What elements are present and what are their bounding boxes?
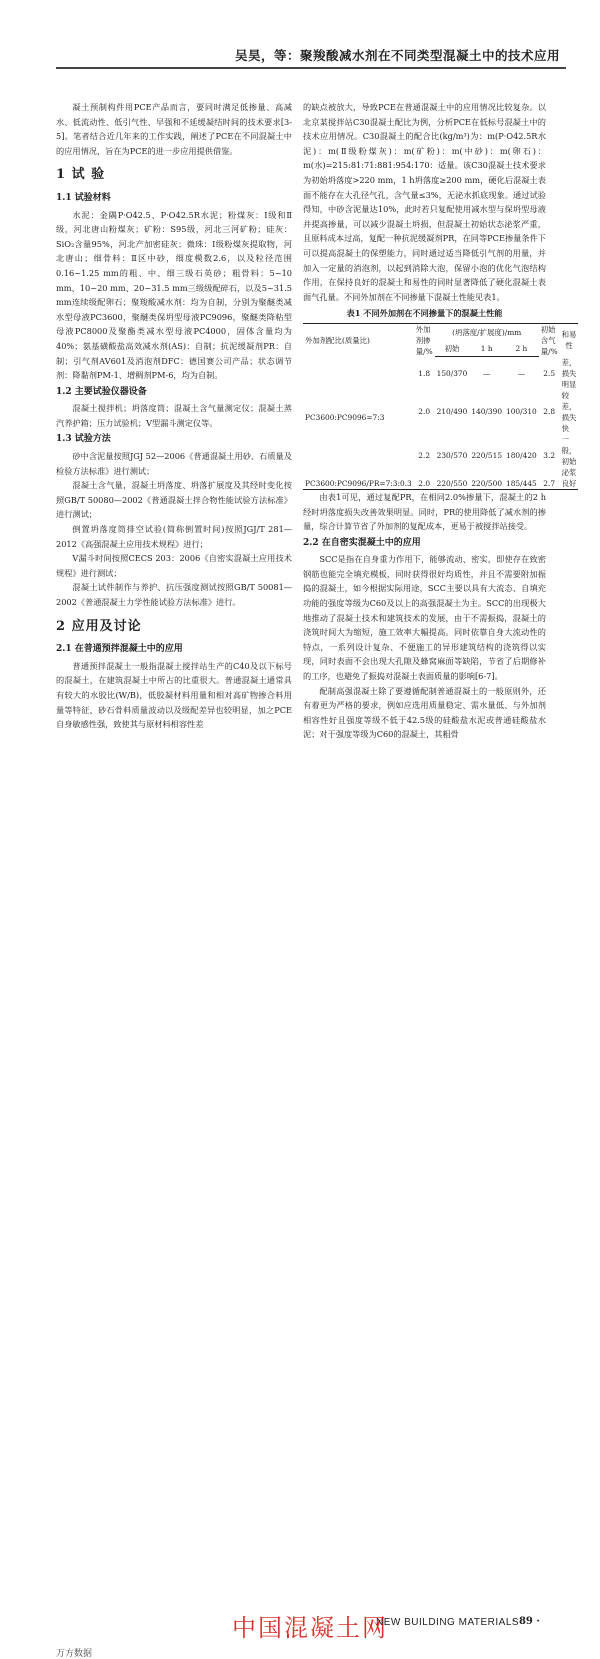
table-header-air: 初始含气量/% [540,324,558,356]
table-cell-air: 2.7 [539,478,560,490]
running-title: 吴昊，等：聚羧酸减水剂在不同类型混凝土中的技术应用 [234,48,560,63]
header-rule [56,67,566,69]
table-cell-1h: 140/390 [471,407,503,417]
page-number: · 89 · [512,1616,540,1627]
table-header-dosage: 外加剂掺量/% [415,324,433,356]
subsection-1-2-title: 1.2 主要试验仪器设备 [56,386,147,397]
table-cell-air: 2.5 [543,368,556,378]
subsection-2-1-title: 2.1 在普通预拌混凝土中的应用 [56,644,183,655]
table-cell-dosage: 2.0 [418,407,431,417]
method-paragraph-e: 混凝土试件制作与养护、抗压强度测试按照GB/T 50081—2002《普通混凝土力学性能试验方法标准》进行。 [56,582,292,607]
table-cell-initial: 220/550 [436,478,468,488]
method-paragraph-c: 倒置坍落度筒排空试验(简称倒置时间)按照JGJ/T 281—2012《高强混凝土应用技术规程》进行； [56,524,292,549]
table-cell-initial: 210/490 [436,407,468,417]
subsection-2-2-title: 2.2 在自密实混凝土中的应用 [303,537,421,548]
table-cell-dosage: 1.8 [418,368,431,378]
table-header-initial: 初始 [435,340,470,357]
ready-mix-paragraph: 普通预拌混凝土一般指混凝土搅拌站生产的C40及以下标号的混凝土，在建筑混凝土中所占的比重很大。普通混凝土通常具有较大的水胶比(W/B)，低胶凝材料用量和相对高矿物掺合料用量等特征，砂石骨料质量波动以及级配差异也较明显，加之PCE自身敏感性强，致使其与原材料相容性差 [56,660,292,730]
table-cell-2h: 100/310 [506,407,537,417]
table-1 [303,323,578,490]
table-cell-air: 2.8 [543,407,556,417]
section-1-title: 1 试 验 [56,167,106,183]
table-cell-2h: 180/420 [506,451,537,461]
table-cell-initial: 230/570 [436,451,468,461]
table-cell-dosage: 2.0 [414,478,435,490]
materials-paragraph: 水泥：金隅P·O42.5、P·O42.5R水泥；粉煤灰：Ⅰ级和Ⅱ级，河北唐山粉煤灰；矿粉：S95级，河北三河矿粉；硅灰：SiO₂含量95%，河北产加密硅灰；微珠：Ⅰ级粉煤灰提取物，河北唐山；细骨料：Ⅱ区中砂，细度模数2.6，以及粒径范围0.16~1.25 mm的粗、中、细三级石英砂；粗骨料：5~10 mm、10~20 mm、20~31.5 mm三级级配碎石，以及5~31.5 mm连续级配卵石；聚羧酸减水剂：均为自制，分别为聚醚类减水型母液PC3600，聚醚类保坍型母液PC9096，聚醚类降粘型母液PC8000及聚酯类减水型母液PC4000，固体含量均为40%；氨基磺酸盐高效减水剂(AS)：自制；抗泥缓凝剂PR：自制；引气剂AV601及消泡剂DFC：德国赛公司产品；状态调节剂：降黏剂PM-1、增稠剂PM-6，均为自制。 [56,209,292,381]
continued-paragraph: 的缺点被放大，导致PCE在普通混凝土中的应用情况比较复杂。以北京某搅拌站C30混凝土配比为例，分析PCE在低标号混凝土中的技术应用情况。C30混凝土的配合比(kg/m³)为：m(P·O42.5R水泥)：m(Ⅱ级粉煤灰)：m(矿粉)：m(中砂)：m(卵石)：m(水)=215:81:71:881:954:170：适量。该C30混凝土技术要求为初始坍落度>220 mm，1 h坍落度≥200 mm，硬化后混凝土表面不能存在大孔径气孔，含气量≤3%，无泌水抓底现象。通过试验得知，中砂含泥量达10%，此时若只复配使用减水型与保坍型母液并提高掺量，可以减少混凝土坍损，但混凝土初始状态泌浆严重，且原料成本过高，复配一种抗泥缓凝剂PR，在同等PCE掺量条件下可以提高混凝土的保塑能力，同时通过适当降低引气剂的用量，并加入一定量的消泡剂，以起到消除大泡，保留小泡的优化气泡结构作用，在保持良好的混凝土和易性的同时显著降低了硬化混凝土表面气孔量。不同外加剂在不同掺量下混凝土性能见表1。 [303,102,546,302]
table-header-2h: 2 h [504,340,539,357]
table-discussion-paragraph: 由表1可见，通过复配PR，在相同2.0%掺量下，混凝土的2 h经时坍落度损失改善效果明显。同时，PR的使用降低了减水剂的掺量，综合计算节省了外加剂的复配成本，更易于被搅拌站接受。 [303,491,546,532]
database-source: 万方数据 [56,1649,93,1659]
page-header [0,0,600,74]
table-cell-agent: PC3600:PC9096/PR=7:3:0.3 [305,478,412,488]
table-row [303,357,578,390]
scc-paragraph-b: 配制高强混凝土除了要遵循配制普通混凝土的一般原则外，还有着更为严格的要求，例如应选用质量稳定、需水量低、与外加剂相容性好且强度等级不低于42.5级的硅酸盐水泥或普通硅酸盐水泥；对于强度等级为C60的混凝土，其粗骨 [303,685,546,740]
table-header-1h: 1 h [469,340,504,357]
method-paragraph-b: 混凝土含气量，混凝土坍落度、坍落扩展度及其经时变化按照GB/T 50080—2002《普通混凝土拌合物性能试验方法标准》进行测试； [56,480,292,520]
right-column [303,100,577,742]
method-paragraph-d: V漏斗时间按照CECS 203：2006《自密实混凝土应用技术规程》进行测试； [56,553,292,578]
subsection-1-3-title: 1.3 试验方法 [56,434,111,445]
table-cell-2h: 185/445 [506,478,537,488]
subsection-1-1-title: 1.1 试验材料 [56,192,111,203]
table-cell-workability: 一般，初始泌浆 [561,434,577,477]
left-column [56,100,292,732]
table-header-slump: (坍落度/扩展度)/mm [435,323,539,340]
intro-paragraph: 凝土预制构件用PCE产品而言，要同时满足低掺量、高减水、低流动性、低引气性、早强和不延缓凝结时间的技术要求[3-5]。笔者结合近几年来的工作实践，阐述了PCE在不同混凝土中的应用情况，旨在为PCE的进一步应用提供借鉴。 [56,102,292,156]
table-header-agent: 外加剂配比(质量比) [303,323,414,357]
method-paragraph-a: 砂中含泥量按照JGJ 52—2006《普通混凝土用砂、石质量及检验方法标准》进行测试； [56,451,292,476]
table-header-workability: 和易性 [560,323,579,357]
site-watermark: 中国混凝土网 [232,1614,388,1642]
table-cell-initial: 150/370 [436,369,468,379]
table-cell-workability: 良好 [561,478,577,488]
page-footer [0,800,600,1659]
table-cell-dosage: 2.2 [418,451,431,461]
table-cell-workability: 较差，损失快 [561,390,577,433]
table-cell-1h: — [482,369,491,379]
table-cell-2h: — [517,369,526,379]
section-2-title: 2 应用及讨论 [56,618,142,634]
scc-paragraph-a: SCC是指在自身重力作用下，能够流动、密实，即使存在致密钢筋也能完全填充模板，同时获得很好均质性，并且不需要附加振捣的混凝土，如今根据实际用途，SCC主要以具有大流态、自填充功能的强度等级为C60及以上的高强混凝土为主。SCC的出现极大地推动了混凝土技术和建筑技术的发展，由于不需振捣，混凝土的浇筑时间大为缩短，施工效率大幅提高。同时依靠自身大流动性的特点，一系列设计复杂、不便施工的异形建筑结构的浇筑得以实现，同时表面不会出现大孔隙及蜂窝麻面等缺陷，节省了后期修补的工序，也避免了振捣对混凝土表面质量的影响[6-7]。 [303,554,546,682]
journal-name: NEW BUILDING MATERIALS [376,1617,520,1628]
table-cell-1h: 220/500 [471,478,503,488]
table-row [303,478,578,490]
table-cell-workability: 差，损失明显 [561,357,577,389]
table-1-title: 表1 不同外加剂在不同掺量下的混凝土性能 [346,308,503,319]
table-cell-air: 3.2 [543,451,556,461]
table-cell-1h: 220/515 [471,451,503,461]
equipment-paragraph: 混凝土搅拌机；坍落度筒；混凝土含气量测定仪；混凝土蒸汽养护箱；压力试验机；V型漏斗测定仪等。 [56,403,292,428]
table-cell-agent: PC3600:PC9096=7:3 [305,412,385,422]
